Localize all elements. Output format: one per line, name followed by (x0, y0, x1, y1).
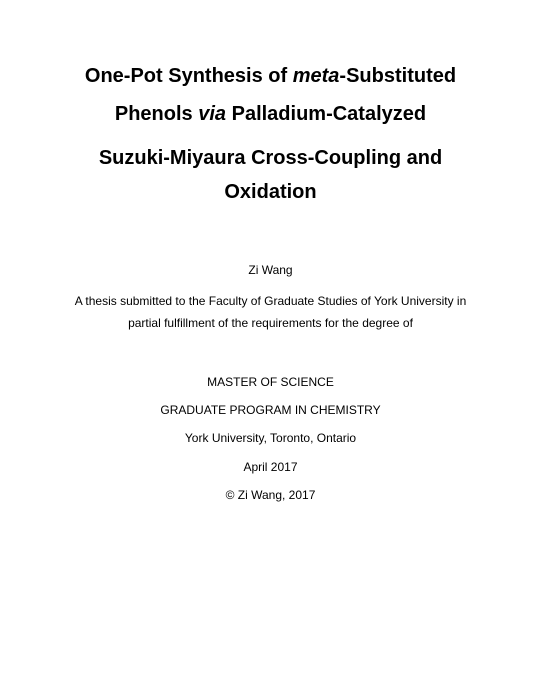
title-italic-term: meta (292, 65, 340, 87)
degree-name: MASTER OF SCIENCE (207, 375, 334, 389)
title-text: Palladium-Catalyzed (226, 103, 427, 125)
title-text: One-Pot Synthesis of (84, 65, 293, 87)
copyright-notice: © Zi Wang, 2017 (225, 488, 316, 502)
thesis-title-line-2 (0, 102, 541, 126)
institution-location: York University, Toronto, Ontario (184, 431, 357, 445)
author-name: Zi Wang (248, 263, 293, 277)
thesis-title-line-1 (0, 64, 541, 88)
thesis-title-line-4: Oxidation (224, 181, 317, 203)
title-italic-term: via (198, 103, 227, 125)
title-text: Phenols (114, 103, 199, 125)
submission-statement-line-2: partial fulfillment of the requirements for the degree of (128, 316, 413, 330)
graduate-program: GRADUATE PROGRAM IN CHEMISTRY (160, 403, 381, 417)
title-text: -Substituted (339, 65, 457, 87)
submission-date: April 2017 (243, 460, 298, 474)
thesis-title-line-3: Suzuki-Miyaura Cross-Coupling and (98, 147, 443, 169)
submission-statement-line-1: A thesis submitted to the Faculty of Graduate Studies of York University in (74, 294, 467, 308)
